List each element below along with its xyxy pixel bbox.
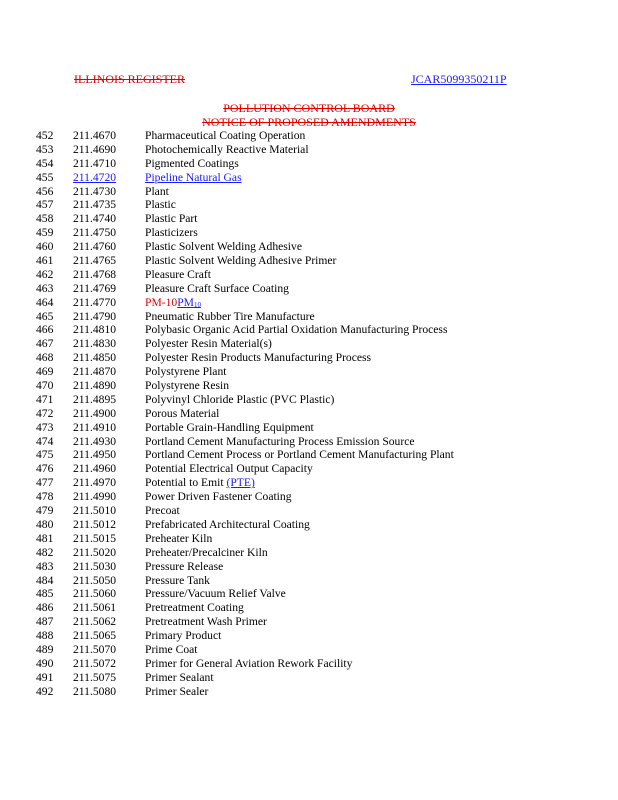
list-item <box>0 546 618 560</box>
defined-term <box>145 143 309 157</box>
section-number: 211.5080 <box>73 684 117 698</box>
list-item <box>0 615 618 629</box>
line-number: 459 <box>36 226 54 240</box>
line-number: 492 <box>36 684 54 698</box>
section-number: 211.4850 <box>73 351 117 365</box>
line-number: 453 <box>36 142 54 156</box>
inserted-text-main: PM <box>177 295 194 309</box>
section-number: 211.4960 <box>73 462 117 476</box>
term-text: Potential Electrical Output Capacity <box>145 462 313 476</box>
line-number: 458 <box>36 212 54 226</box>
defined-term <box>145 282 289 296</box>
section-number: 211.5030 <box>73 559 117 573</box>
list-item <box>0 574 618 588</box>
line-number: 466 <box>36 323 54 337</box>
term-text: Pleasure Craft Surface Coating <box>145 281 289 295</box>
term-text: Power Driven Fastener Coating <box>145 490 292 504</box>
list-item <box>0 365 618 379</box>
line-number: 479 <box>36 504 54 518</box>
section-number: 211.4830 <box>73 337 117 351</box>
term-text: Portland Cement Manufacturing Process Emission Source <box>145 434 415 448</box>
section-number: 211.5075 <box>73 670 117 684</box>
defined-term <box>145 157 239 171</box>
list-item <box>0 296 618 310</box>
board-name: POLLUTION CONTROL BOARD <box>223 101 395 115</box>
defined-term <box>145 448 454 462</box>
term-text: Polyvinyl Chloride Plastic (PVC Plastic) <box>145 392 335 406</box>
term-text: Plastic Part <box>145 212 198 226</box>
section-number[interactable]: 211.4720 <box>73 170 117 184</box>
defined-term <box>145 490 292 504</box>
list-item <box>0 504 618 518</box>
term-text: Potential to Emit <box>145 476 224 490</box>
section-number: 211.5062 <box>73 615 117 629</box>
section-number: 211.5061 <box>73 601 117 615</box>
list-item <box>0 129 618 143</box>
term-text: Pressure Release <box>145 559 224 573</box>
defined-term <box>145 226 198 240</box>
section-number: 211.5072 <box>73 656 117 670</box>
defined-term <box>145 532 212 546</box>
defined-term <box>145 379 229 393</box>
section-number: 211.4769 <box>73 281 117 295</box>
section-number: 211.4760 <box>73 240 117 254</box>
line-number: 491 <box>36 670 54 684</box>
term-text: Precoat <box>145 504 180 518</box>
list-item <box>0 157 618 171</box>
line-number: 460 <box>36 240 54 254</box>
section-number: 211.4770 <box>73 295 117 309</box>
term-text: Primer for General Aviation Rework Facility <box>145 656 353 670</box>
line-number: 487 <box>36 615 54 629</box>
section-number: 211.4810 <box>73 323 117 337</box>
list-item <box>0 462 618 476</box>
term-text: Pressure Tank <box>145 573 210 587</box>
defined-term <box>145 310 315 324</box>
line-number: 474 <box>36 434 54 448</box>
defined-term <box>145 421 314 435</box>
section-number: 211.4790 <box>73 309 117 323</box>
list-item <box>0 435 618 449</box>
defined-term <box>145 504 180 518</box>
term-text: Pharmaceutical Coating Operation <box>145 129 306 142</box>
defined-term <box>145 518 310 532</box>
term-text: Portland Cement Process or Portland Cement Manufacturing Plant <box>145 448 454 462</box>
term-text: Prefabricated Architectural Coating <box>145 517 310 531</box>
line-number: 477 <box>36 476 54 490</box>
section-number: 211.4910 <box>73 420 117 434</box>
term-text: Primer Sealer <box>145 684 209 698</box>
term-text: Pretreatment Wash Primer <box>145 615 267 629</box>
list-item <box>0 518 618 532</box>
section-number: 211.4930 <box>73 434 117 448</box>
list-item <box>0 448 618 462</box>
defined-term <box>145 657 352 671</box>
section-number: 211.4950 <box>73 448 117 462</box>
section-number: 211.4740 <box>73 212 117 226</box>
list-item <box>0 212 618 226</box>
list-item <box>0 254 618 268</box>
term-text: Prime Coat <box>145 642 198 656</box>
list-item <box>0 185 618 199</box>
list-item <box>0 323 618 337</box>
line-number: 480 <box>36 517 54 531</box>
term-text: Pleasure Craft <box>145 267 211 281</box>
term-text: Primer Sealant <box>145 670 214 684</box>
term-text: Porous Material <box>145 406 220 420</box>
section-number: 211.5020 <box>73 545 117 559</box>
section-number: 211.4730 <box>73 184 117 198</box>
line-number: 483 <box>36 559 54 573</box>
term-text: Polystyrene Plant <box>145 365 227 379</box>
defined-term <box>145 393 334 407</box>
defined-term <box>145 185 169 199</box>
line-number: 469 <box>36 365 54 379</box>
defined-term <box>145 351 371 365</box>
line-number: 467 <box>36 337 54 351</box>
list-item <box>0 476 618 490</box>
line-number: 473 <box>36 420 54 434</box>
defined-term <box>145 337 272 351</box>
list-item <box>0 240 618 254</box>
section-number: 211.5065 <box>73 629 117 643</box>
list-item <box>0 393 618 407</box>
line-number: 484 <box>36 573 54 587</box>
list-item <box>0 337 618 351</box>
section-number: 211.4890 <box>73 379 117 393</box>
list-item <box>0 310 618 324</box>
defined-term <box>145 574 210 588</box>
term-text: Plasticizers <box>145 226 198 240</box>
section-number: 211.5050 <box>73 573 117 587</box>
defined-term <box>145 615 267 629</box>
defined-term <box>145 629 221 643</box>
line-number: 454 <box>36 156 54 170</box>
list-item <box>0 198 618 212</box>
line-number: 470 <box>36 379 54 393</box>
defined-term <box>145 643 198 657</box>
section-number: 211.4690 <box>73 142 117 156</box>
list-item <box>0 685 618 699</box>
term-text: Primary Product <box>145 629 222 643</box>
section-number: 211.4870 <box>73 365 117 379</box>
defined-term <box>145 546 268 560</box>
section-number: 211.4895 <box>73 392 117 406</box>
line-number: 465 <box>36 309 54 323</box>
defined-term <box>145 254 336 268</box>
term-text: Preheater/Precalciner Kiln <box>145 545 268 559</box>
list-item <box>0 407 618 421</box>
line-number: 478 <box>36 490 54 504</box>
list-item <box>0 268 618 282</box>
defined-term <box>145 323 447 337</box>
section-number: 211.4670 <box>73 129 117 142</box>
line-number: 457 <box>36 198 54 212</box>
line-number: 476 <box>36 462 54 476</box>
line-number: 464 <box>36 295 54 309</box>
list-item <box>0 657 618 671</box>
section-number: 211.5015 <box>73 531 117 545</box>
defined-term <box>145 212 198 226</box>
list-item <box>0 282 618 296</box>
term-text: Plastic Solvent Welding Adhesive Primer <box>145 254 337 268</box>
line-number: 463 <box>36 281 54 295</box>
term-text: Pigmented Coatings <box>145 156 239 170</box>
section-number: 211.4990 <box>73 490 117 504</box>
list-item <box>0 629 618 643</box>
line-number: 461 <box>36 254 54 268</box>
defined-term <box>145 587 286 601</box>
term-text: Polyester Resin Products Manufacturing Process <box>145 351 372 365</box>
line-number: 486 <box>36 601 54 615</box>
line-number: 468 <box>36 351 54 365</box>
line-number: 481 <box>36 531 54 545</box>
defined-term <box>145 685 208 699</box>
line-number: 472 <box>36 406 54 420</box>
list-item <box>0 671 618 685</box>
defined-term <box>145 462 313 476</box>
term-text: Portable Grain-Handling Equipment <box>145 420 314 434</box>
list-item <box>0 171 618 185</box>
list-item <box>0 421 618 435</box>
defined-term <box>145 129 305 143</box>
section-number: 211.4900 <box>73 406 117 420</box>
list-item <box>0 587 618 601</box>
line-number: 452 <box>36 129 54 142</box>
section-number: 211.5060 <box>73 587 117 601</box>
jcar-link[interactable]: JCAR5099350211P <box>411 72 507 86</box>
list-item <box>0 532 618 546</box>
line-number: 490 <box>36 656 54 670</box>
line-number: 489 <box>36 642 54 656</box>
inserted-subscript: 10 <box>193 300 201 309</box>
term-text: Polyester Resin Material(s) <box>145 337 272 351</box>
term-text: Pneumatic Rubber Tire Manufacture <box>145 309 315 323</box>
list-item <box>0 143 618 157</box>
term-text: Pretreatment Coating <box>145 601 244 615</box>
list-item <box>0 379 618 393</box>
section-number: 211.4765 <box>73 254 117 268</box>
line-number: 462 <box>36 267 54 281</box>
line-number: 488 <box>36 629 54 643</box>
defined-term[interactable] <box>145 171 242 185</box>
line-number: 471 <box>36 392 54 406</box>
term-text: Pressure/Vacuum Relief Valve <box>145 587 286 601</box>
line-number: 455 <box>36 170 54 184</box>
list-item <box>0 643 618 657</box>
section-number: 211.4970 <box>73 476 117 490</box>
line-number: 475 <box>36 448 54 462</box>
section-number: 211.4710 <box>73 156 117 170</box>
defined-term <box>145 601 244 615</box>
inserted-text[interactable]: (PTE) <box>226 476 255 490</box>
term-text: Plastic Solvent Welding Adhesive <box>145 240 302 254</box>
line-number: 456 <box>36 184 54 198</box>
defined-term <box>145 435 415 449</box>
term-text: Plant <box>145 184 169 198</box>
term-text: Polystyrene Resin <box>145 379 230 393</box>
inserted-text[interactable] <box>177 296 201 309</box>
defined-term <box>145 407 219 421</box>
list-item <box>0 226 618 240</box>
section-number: 211.5010 <box>73 504 117 518</box>
notice-title: NOTICE OF PROPOSED AMENDMENTS <box>202 115 416 129</box>
line-number: 485 <box>36 587 54 601</box>
defined-term <box>145 671 214 685</box>
list-item <box>0 351 618 365</box>
list-item <box>0 601 618 615</box>
list-item <box>0 490 618 504</box>
defined-term <box>145 365 226 379</box>
line-number: 482 <box>36 545 54 559</box>
section-number: 211.5070 <box>73 642 117 656</box>
term-text[interactable]: Pipeline Natural Gas <box>145 170 242 184</box>
defined-term <box>145 198 176 212</box>
section-number: 211.5012 <box>73 517 117 531</box>
section-number: 211.4768 <box>73 267 117 281</box>
section-number: 211.4735 <box>73 198 117 212</box>
term-text: Plastic <box>145 198 176 212</box>
deleted-text: PM-10 <box>145 295 178 309</box>
defined-term <box>145 476 255 490</box>
section-list <box>0 129 618 699</box>
term-text: Polybasic Organic Acid Partial Oxidation Manufacturing Process <box>145 323 448 337</box>
defined-term <box>145 240 302 254</box>
term-text: Preheater Kiln <box>145 531 213 545</box>
defined-term <box>145 268 211 282</box>
defined-term <box>145 560 223 574</box>
term-text: Photochemically Reactive Material <box>145 142 309 156</box>
register-title: ILLINOIS REGISTER <box>74 72 185 86</box>
list-item <box>0 560 618 574</box>
section-number: 211.4750 <box>73 226 117 240</box>
